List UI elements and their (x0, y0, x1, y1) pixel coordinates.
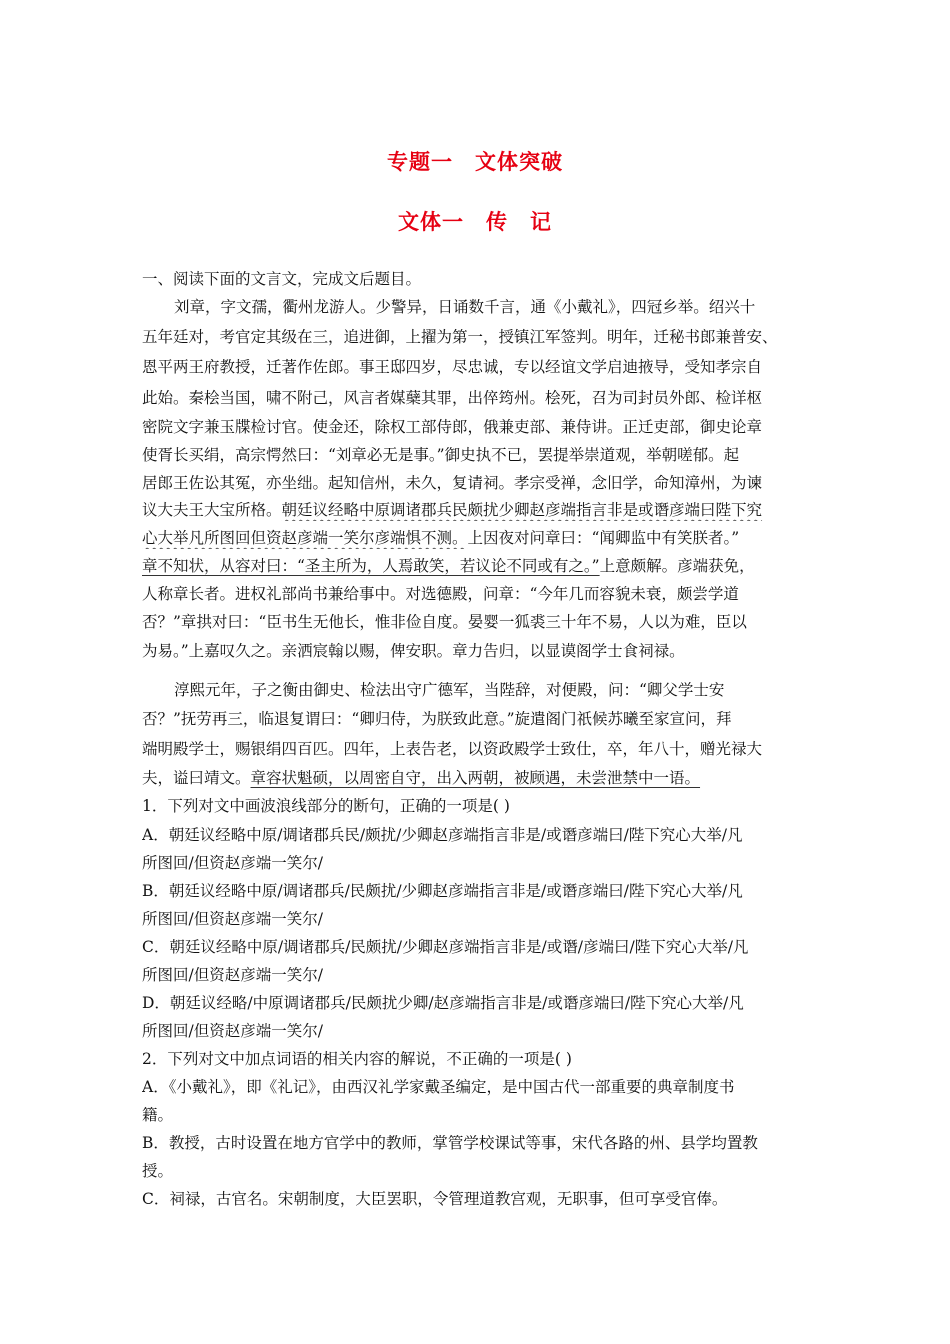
option-d: D．朝廷议经略/中原调诸郡兵/民颇扰少卿/赵彦端指言非是/或谮彦端曰/陛下究心大举/凡 (142, 994, 744, 1012)
option-d-cont: 所图回/但资赵彦端一笑尔/ (142, 1022, 323, 1040)
passage-line: 人称章长者。进权礼部尚书兼给事中。对选德殿，问章：“今年几而容貌未衰，颇尝学道 (142, 585, 739, 603)
passage-line (142, 527, 822, 549)
passage-text: 夫，谥曰靖文。 (142, 769, 251, 787)
page-title (0, 146, 950, 176)
wavy-underlined-text: 心大举凡所图回但资赵彦端一笑尔彦端惧不测。 (142, 529, 468, 547)
passage-line: 为易。”上嘉叹久之。亲洒宸翰以赐，俾安职。章力告归，以显谟阁学士食祠禄。 (142, 642, 685, 660)
title-part-a: 专题一 (387, 150, 453, 174)
underlined-text: 章容状魁硕，以周密自守，出入两朝，被顾遇，未尝泄禁中一语。 (250, 769, 701, 787)
option-a-cont: 籍。 (142, 1106, 174, 1124)
option-a: A．朝廷议经略中原/调诸郡兵民/颇扰/少卿赵彦端指言非是/或谮彦端曰/陛下究心大举/凡 (142, 826, 743, 844)
instruction: 一、阅读下面的文言文，完成文后题目。 (142, 270, 422, 288)
option-b-cont: 所图回/但资赵彦端一笑尔/ (142, 910, 323, 928)
passage-line: 五年廷对，考官定其级在三，追进御，上擢为第一，授镇江军签判。明年，迁秘书郎兼普安、 (142, 328, 778, 346)
option-b: B．朝廷议经略中原/调诸郡兵/民颇扰/少卿赵彦端指言非是/或谮彦端曰/陛下究心大举/凡 (142, 882, 743, 900)
passage-line: 恩平两王府教授，迁著作佐郎。事王邸四岁，尽忠诚，专以经谊文学启迪掖导，受知孝宗自 (142, 358, 763, 376)
passage-line: 此始。秦桧当国，啸不附己，风言者媒蘖其罪，出倅筠州。桧死，召为司封员外郎、检详枢 (142, 389, 763, 407)
passage-text: 议大夫王大宝所格。 (142, 501, 282, 519)
option-b-cont: 授。 (142, 1162, 174, 1180)
question-1: 1．下列对文中画波浪线部分的断句，正确的一项是( ) (142, 797, 510, 815)
passage-line: 密院文字兼玉牒检讨官。使金还，除权工部侍郎，俄兼吏部、兼侍讲。正迁吏部，御史论章 (142, 418, 763, 436)
option-c-cont: 所图回/但资赵彦端一笑尔/ (142, 966, 323, 984)
title-part-b: 文体突破 (475, 150, 563, 174)
option-c: C．朝廷议经略中原/调诸郡兵/民颇扰/少卿赵彦端指言非是/或谮/彦端曰/陛下究心大举/凡 (142, 938, 749, 956)
subtitle-part-a: 文体一 (398, 210, 464, 234)
wavy-underlined-text: 朝廷议经略中原调诸郡兵民颇扰少卿赵彦端指言非是或谮彦端曰陛下究 (281, 501, 763, 519)
question-2: 2．下列对文中加点词语的相关内容的解说，不正确的一项是( ) (142, 1050, 572, 1068)
option-c: C．祠禄，古官名。宋朝制度，大臣罢职，令管理道教宫观，无职事，但可享受官俸。 (142, 1190, 728, 1208)
passage-line: 淳熙元年，子之衡由御史、检法出守广德军，当陛辞，对便殿，问：“卿父学士安 (174, 681, 725, 699)
passage-line: 居郎王佐讼其冤，亦坐绌。起知信州，未久，复请祠。孝宗受禅，念旧学，命知漳州，为谏 (142, 474, 763, 492)
passage-text: 上意颇解。彦端获免， (599, 557, 755, 575)
passage-line: 端明殿学士，赐银绢四百匹。四年，上表告老，以资政殿学士致仕，卒，年八十，赠光禄大 (142, 740, 763, 758)
page-subtitle (0, 206, 950, 236)
subtitle-part-c: 记 (530, 210, 552, 234)
underlined-text: 章不知状，从容对曰：“圣主所为，人焉敢笑，若议论不同或有之。” (142, 557, 600, 575)
passage-line (142, 555, 822, 577)
option-b: B．教授，古时设置在地方官学中的教师，掌管学校课试等事，宋代各路的州、县学均置教 (142, 1134, 758, 1152)
option-a: A．《小戴礼》，即《礼记》，由西汉礼学家戴圣编定，是中国古代一部重要的典章制度书 (142, 1078, 735, 1096)
subtitle-part-b: 传 (486, 210, 508, 234)
passage-line: 使胥长买绢，高宗愕然曰：“刘章必无是事。”御史执不已，罢提举崇道观，举朝嗟郁。起 (142, 446, 740, 464)
passage-line (142, 499, 822, 521)
passage-text: 上因夜对问章曰：“闻卿监中有笑朕者。” (467, 529, 740, 547)
option-a-cont: 所图回/但资赵彦端一笑尔/ (142, 854, 323, 872)
passage-line: 否？”抚劳再三，临退复谓曰：“卿归侍，为朕致此意。”旋遣阁门祇候苏曦至家宣问，拜 (142, 710, 732, 728)
passage-line: 否？”章拱对曰：“臣书生无他长，惟非俭自度。晏婴一狐裘三十年不易，人以为难，臣以 (142, 613, 747, 631)
passage-line (142, 767, 822, 789)
passage-line: 刘章，字文孺，衢州龙游人。少警异，日诵数千言，通《小戴礼》，四冠乡举。绍兴十 (174, 298, 756, 316)
